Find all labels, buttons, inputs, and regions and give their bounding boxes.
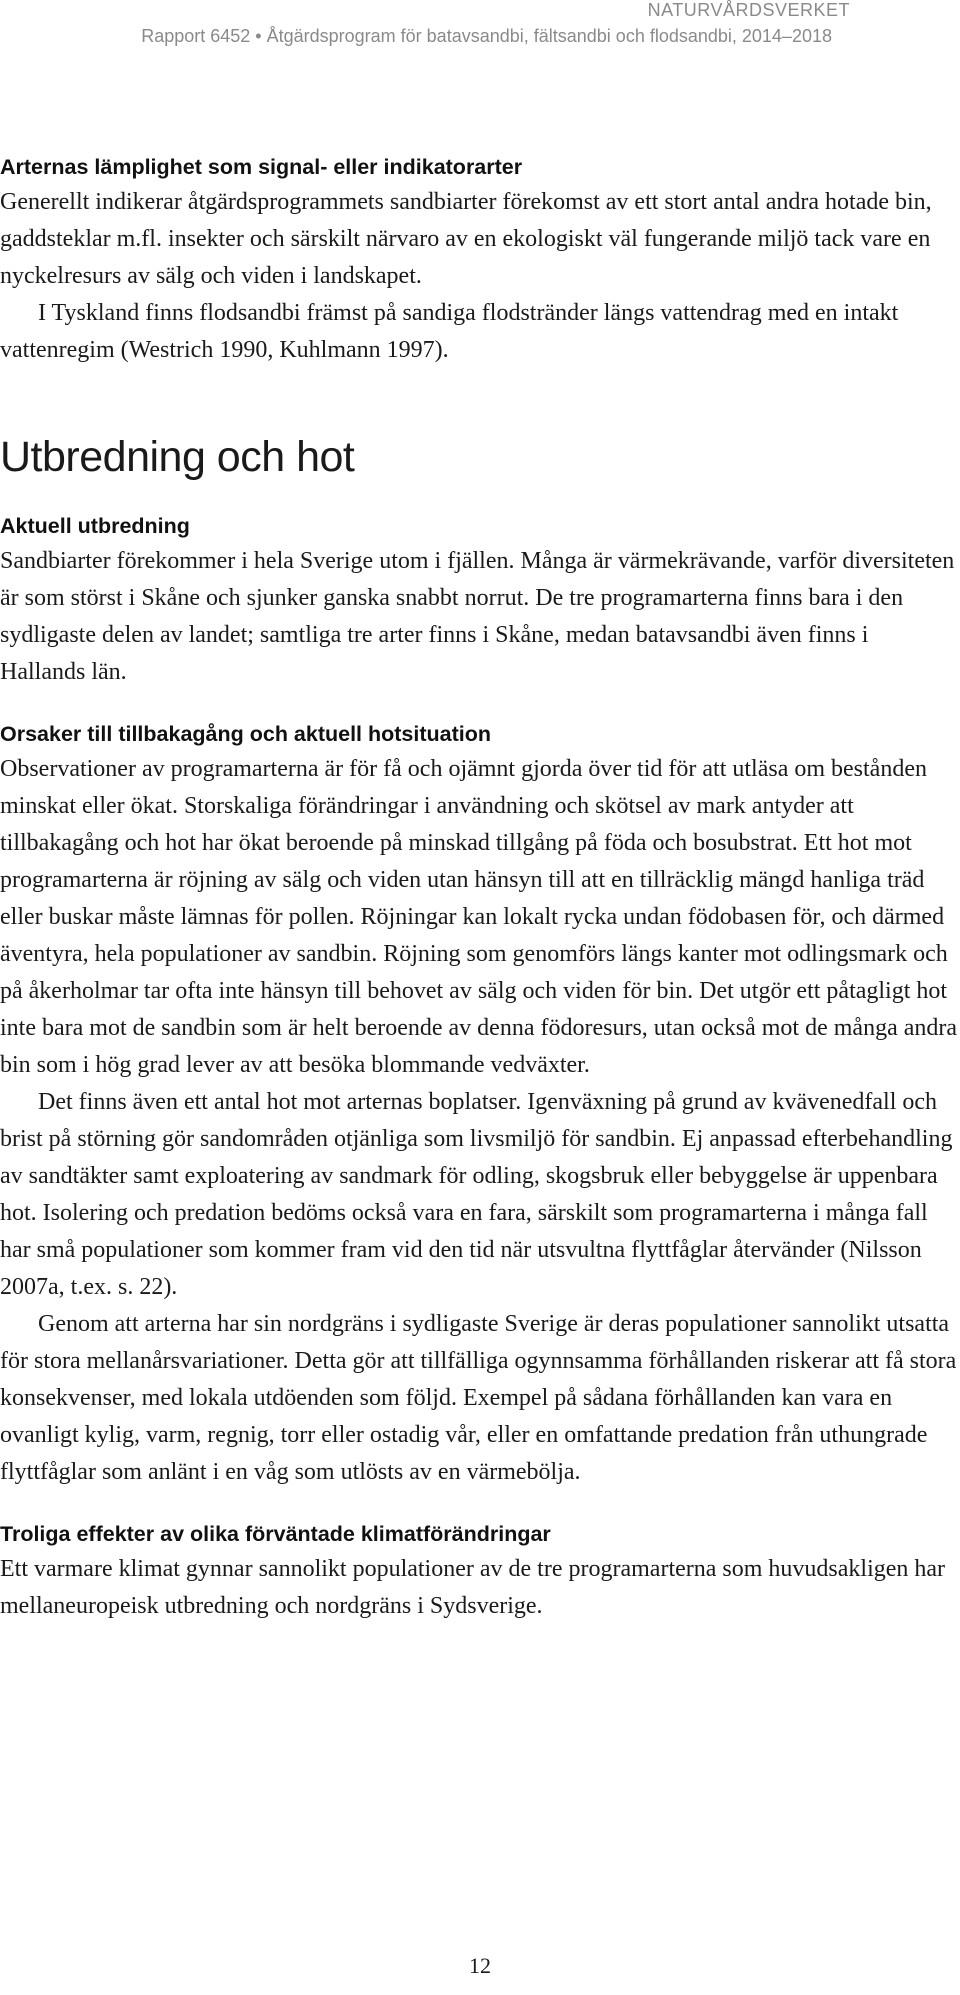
- threats-section: [0, 717, 957, 1491]
- paragraph: Ett varmare klimat gynnar sannolikt populationer av de tre programarterna som huvudsakligen har mellaneuropeisk utbredning och nordgräns i Sydsverige.: [0, 1556, 946, 1619]
- subheading-indicator-species: Arternas lämplighet som signal- eller indikatorarter: [0, 155, 523, 179]
- report-title: Rapport 6452 • Åtgärdsprogram för batavsandbi, fältsandbi och flodsandbi, 2014–2018: [141, 26, 832, 46]
- publisher-name: NATURVÅRDSVERKET: [647, 0, 850, 20]
- paragraph: I Tyskland finns flodsandbi främst på sandiga flodstränder längs vattendrag med en intakt vattenregim (Westrich 1990, Kuhlmann 1997).: [0, 300, 899, 363]
- paragraph: Generellt indikerar åtgärdsprogrammets sandbiarter förekomst av ett stort antal andra hotade bin, gaddsteklar m.fl. insekter och särskilt närvaro av en ekologiskt väl fungerande miljö tack vare en nyckelresurs av sälg och viden i landskapet.: [0, 189, 932, 289]
- paragraph: Observationer av programarterna är för få och ojämnt gjorda över tid för att utläsa om bestånden minskat eller ökat. Storskaliga förändringar i användning och skötsel av mark antyder att tillbakagång och hot har ökat beroende på minskad tillgång på föda och bosubstrat. Ett hot mot programarterna är röjning av sälg och viden utan hänsyn till att en tillräcklig mängd hanliga träd eller buskar måste lämnas för pollen. Röjningar kan lokalt rycka undan födobasen för, och därmed äventyra, hela populationer av sandbin. Röjning som genomförs längs kanter mot odlingsmark och på åkerholmar tar ofta inte hänsyn till behovet av sälg och viden för bin. Det utgör ett påtagligt hot inte bara mot de sandbin som är helt beroende av denna födoresurs, utan också mot de många andra bin som i hög grad lever av att besöka blommande vedväxter.: [0, 756, 958, 1078]
- indicator-species-section: [0, 150, 957, 369]
- page-number: 12: [469, 1953, 491, 1978]
- subheading-current-distribution: Aktuell utbredning: [0, 514, 190, 538]
- paragraph: Genom att arterna har sin nordgräns i sydligaste Sverige är deras populationer sannolikt utsatta för stora mellanårsvariationer. Detta gör att tillfälliga ogynnsamma förhållanden riskerar att få stora konsekvenser, med lokala utdöenden som följd. Exempel på sådana förhållanden kan vara en ovanligt kylig, varm, regnig, torr eller ostadig vår, eller en omfattande predation från uthungrade flyttfåglar som anlänt i en våg som utlösts av en värmebölja.: [0, 1311, 957, 1485]
- subheading-threats: Orsaker till tillbakagång och aktuell hotsituation: [0, 722, 492, 746]
- climate-section: [0, 1517, 957, 1625]
- paragraph: Det finns även ett antal hot mot arternas boplatser. Igenväxning på grund av kvävenedfall och brist på störning gör sandområden otjänliga som livsmiljö för sandbin. Ej anpassad efterbehandling av sandtäkter samt exploatering av sandmark för odling, skogsbruk eller bebyggelse är uppenbara hot. Isolering och predation bedöms också vara en fara, särskilt som programarterna i många fall har små populationer som kommer fram vid den tid när utsvultna flyttfåglar återvänder (Nilsson 2007a, t.ex. s. 22).: [0, 1089, 953, 1300]
- page-content: [0, 150, 957, 1625]
- subheading-climate: Troliga effekter av olika förväntade klimatförändringar: [0, 1522, 551, 1546]
- running-header: [0, 0, 960, 60]
- section-title: Utbredning och hot: [0, 433, 355, 481]
- distribution-section: [0, 509, 957, 691]
- paragraph: Sandbiarter förekommer i hela Sverige utom i fjällen. Många är värmekrävande, varför diversiteten är som störst i Skåne och sjunker ganska snabbt norrut. De tre programarterna finns bara i den sydligaste delen av landet; samtliga tre arter finns i Skåne, medan batavsandbi även finns i Hallands län.: [0, 548, 955, 685]
